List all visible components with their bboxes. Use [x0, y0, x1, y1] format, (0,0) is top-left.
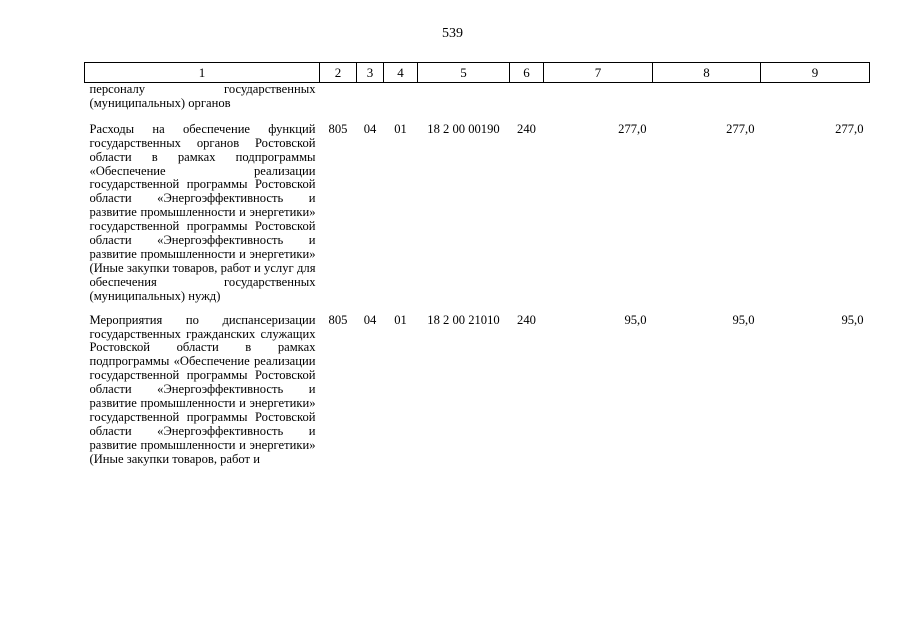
row-description: персоналу государственных (муниципальных) органов [89, 82, 316, 110]
row-amount-2: 277,0 [726, 121, 755, 136]
row-amount-2 [653, 83, 761, 123]
row-section: 04 [363, 121, 377, 136]
page-number: 539 [442, 26, 463, 41]
row-expense-type: 240 [517, 121, 536, 136]
row-amount-2: 95,0 [732, 312, 755, 327]
row-amount-3 [761, 83, 870, 123]
row-amount-3: 95,0 [841, 312, 864, 327]
row-amount-1 [544, 83, 653, 123]
header-col-8: 8 [653, 63, 761, 83]
table-row [85, 83, 870, 123]
row-ministry-code: 805 [328, 121, 348, 136]
row-description: Мероприятия по диспансеризации государственных гражданских служащих Ростовской области в рамках подпрограммы «Обеспечение реализации государственной программы Ростовской области «Энергоэффективность и развитие промышленности и энергетики» государственной программы Ростовской области «Энергоэффективность и развитие промышленности и энергетики» (Иные закупки товаров, работ и [89, 312, 316, 466]
row-subsection: 01 [394, 312, 407, 327]
header-col-9: 9 [761, 63, 870, 83]
row-expense-type: 240 [517, 312, 536, 327]
budget-table [84, 62, 870, 477]
header-col-6: 6 [510, 63, 544, 83]
row-target-article: 18 2 00 21010 [427, 312, 500, 327]
header-col-2: 2 [320, 63, 357, 83]
header-col-3: 3 [357, 63, 384, 83]
row-amount-1: 95,0 [624, 312, 647, 327]
header-col-5: 5 [418, 63, 510, 83]
table-row [85, 314, 870, 477]
row-description: Расходы на обеспечение функций государственных органов Ростовской области в рамках подпрограммы «Обеспечение реализации государственной программы Ростовской области «Энергоэффективность и развитие промышленности и энергетики» государственной программы Ростовской области «Энергоэффективность и развитие промышленности и энергетики» (Иные закупки товаров, работ и услуг для обеспечения государственных (муниципальных) нужд) [89, 121, 316, 303]
header-col-4: 4 [384, 63, 418, 83]
row-ministry-code: 805 [328, 312, 348, 327]
row-target-article: 18 2 00 00190 [427, 121, 500, 136]
header-col-1: 1 [85, 63, 320, 83]
row-expense-type [510, 83, 544, 123]
header-row [85, 63, 870, 83]
row-subsection [384, 83, 418, 123]
row-section: 04 [363, 312, 377, 327]
header-col-7: 7 [544, 63, 653, 83]
row-amount-3: 277,0 [835, 121, 864, 136]
row-target-article [418, 83, 510, 123]
table-row [85, 123, 870, 314]
row-section [357, 83, 384, 123]
row-ministry-code [320, 83, 357, 123]
row-subsection: 01 [394, 121, 407, 136]
row-amount-1: 277,0 [618, 121, 647, 136]
